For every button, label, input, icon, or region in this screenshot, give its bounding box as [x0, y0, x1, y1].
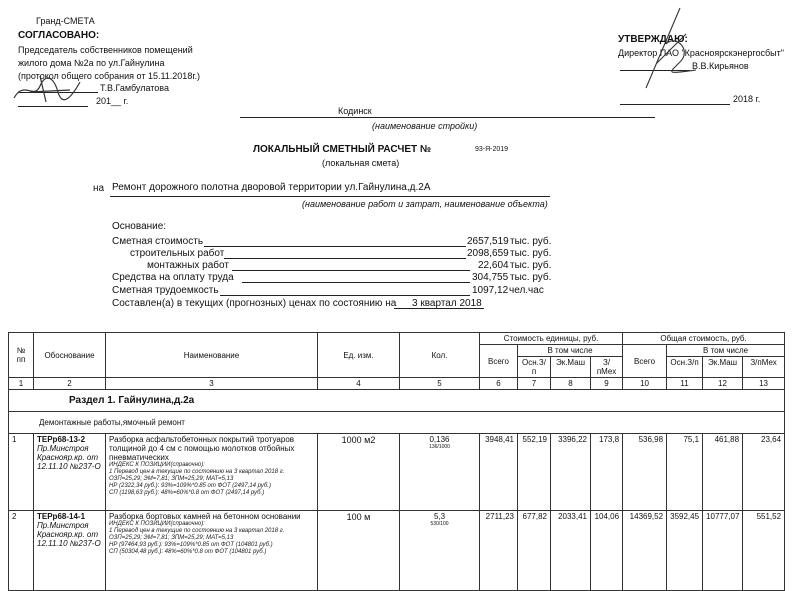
estimate-subtitle: (локальная смета)	[322, 158, 400, 168]
basis-label-1: строительных работ	[130, 248, 225, 259]
agreed-date: 201__ г.	[96, 96, 129, 106]
agreed-signer: Т.В.Гамбулатова	[100, 83, 169, 93]
col-number: 1	[9, 378, 34, 390]
row-u-total: 2711,23	[480, 511, 518, 591]
col-number: 10	[623, 378, 667, 390]
approved-title: УТВЕРЖДАЮ:	[618, 34, 688, 45]
row-qty-note: 530/100	[430, 521, 449, 527]
th-qty: Кол.	[400, 333, 480, 378]
th-total-cost: Общая стоимость, руб.	[623, 333, 785, 345]
row-note: 1 Перевод цен в текущие по состоянию на 3 квартал 2018 г.	[109, 469, 285, 475]
basis-unit-1: тыс. руб.	[510, 248, 552, 259]
approved-line1: Директор ПАО "Красноярскэнергосбыт"	[618, 48, 784, 58]
col-number: 8	[551, 378, 591, 390]
row-t-osn: 75,1	[667, 434, 703, 511]
basis-label-2: монтажных работ	[147, 260, 229, 271]
row-code-note: Пр.Минстроя Краснояр.кр. от 12.11.10 №237-О	[37, 521, 101, 548]
row-qty: 0,136	[429, 435, 450, 444]
approved-date-line	[620, 104, 730, 105]
th-osn: Осн.З/п	[518, 357, 551, 378]
col-number: 13	[743, 378, 785, 390]
row-u-osn: 552,19	[518, 434, 551, 511]
row-t-total: 536,98	[623, 434, 667, 511]
basis-unit-4: чел.час	[509, 285, 544, 296]
row-note: ИНДЕКС К ПОЗИЦИИ(справочно):	[109, 521, 205, 527]
th-unit-cost: Стоимость единицы, руб.	[480, 333, 623, 345]
table-row	[9, 511, 785, 591]
left-signature	[10, 70, 100, 106]
basis-label-4: Сметная трудоемкость	[112, 285, 219, 296]
th-total: Всего	[480, 345, 518, 378]
work-line	[110, 196, 550, 197]
basis-label: Основание:	[112, 221, 167, 232]
row-name: Разборка асфальтобетонных покрытий тротуаров толщиной до 4 см с помощью молотков отбойных пневматических	[109, 435, 295, 462]
row-qty-cell	[400, 511, 480, 591]
basis-underline-1	[224, 258, 466, 259]
agreed-line2: жилого дома №2а по ул.Гайнулина	[18, 58, 165, 68]
col-number: 12	[703, 378, 743, 390]
row-t-total: 14369,52	[623, 511, 667, 591]
col-number: 9	[591, 378, 623, 390]
construction-line	[240, 117, 655, 118]
th-zpmeh: З/пМех	[591, 357, 623, 378]
basis-underline-4	[220, 295, 470, 296]
row-note: 1 Перевод цен в текущие по состоянию на 3 квартал 2018 г.	[109, 528, 285, 534]
estimate-number: 93-Я-2019	[475, 146, 509, 153]
row-name-cell	[106, 511, 318, 591]
row-t-zpmeh: 551,52	[743, 511, 785, 591]
col-number: 2	[34, 378, 106, 390]
construction-caption: (наименование стройки)	[372, 121, 478, 131]
approved-signer: В.В.Кирьянов	[692, 61, 749, 71]
section-title: Раздел 1. Гайнулина,д.2а	[9, 390, 785, 412]
prices-value: 3 квартал 2018	[412, 298, 482, 309]
basis-value-3: 304,755	[472, 272, 509, 283]
row-note: ОЗП=25,29; ЭМ=7,81; ЗПМ=25,29; МАТ=5,13	[109, 535, 234, 541]
row-qty: 5,3	[433, 512, 446, 521]
agreed-line1: Председатель собственников помещений	[18, 45, 193, 55]
col-number: 11	[667, 378, 703, 390]
row-t-mach: 461,88	[703, 434, 743, 511]
estimate-table	[8, 332, 785, 591]
th-zpmeh2: З/пМех	[743, 357, 785, 378]
row-u-zpmeh: 104,06	[591, 511, 623, 591]
th-osn2: Осн.З/п	[667, 357, 703, 378]
th-basis: Обоснование	[34, 333, 106, 378]
row-u-mach: 2033,41	[551, 511, 591, 591]
row-num: 2	[9, 511, 34, 591]
basis-value-0: 2657,519	[467, 236, 509, 247]
th-incl: В том числе	[518, 345, 623, 357]
th-incl2: В том числе	[667, 345, 785, 357]
row-note: НР (97464,93 руб.): 93%=109%*0.85 от ФОТ (104801 руб.)	[109, 542, 273, 548]
basis-label-3: Средства на оплату труда	[112, 272, 234, 283]
th-unit: Ед. изм.	[318, 333, 400, 378]
row-note: НР (2322,34 руб.): 93%=109%*0.85 от ФОТ (2497,14 руб.)	[109, 483, 271, 489]
basis-value-4: 1097,12	[472, 285, 509, 296]
na-label: на	[93, 183, 105, 194]
th-total2: Всего	[623, 345, 667, 378]
agreed-title: СОГЛАСОВАНО:	[18, 30, 100, 41]
basis-unit-2: тыс. руб.	[510, 260, 552, 271]
th-mach2: Эк.Маш	[703, 357, 743, 378]
agreed-line3: (протокол общего собрания от 15.11.2018г.)	[18, 71, 200, 81]
row-t-zpmeh: 23,64	[743, 434, 785, 511]
prices-label: Составлен(а) в текущих (прогнозных) ценах по состоянию на	[112, 298, 397, 309]
basis-unit-3: тыс. руб.	[510, 272, 552, 283]
row-note: ИНДЕКС К ПОЗИЦИИ(справочно):	[109, 462, 205, 468]
row-u-mach: 3396,22	[551, 434, 591, 511]
row-name: Разборка бортовых камней на бетонном основании	[109, 512, 301, 521]
col-number: 4	[318, 378, 400, 390]
basis-label-0: Сметная стоимость	[112, 236, 204, 247]
table-row	[9, 434, 785, 511]
basis-underline-0	[204, 246, 466, 247]
app-name: Гранд-СМЕТА	[36, 16, 95, 26]
row-t-mach: 10777,07	[703, 511, 743, 591]
th-name: Наименование	[106, 333, 318, 378]
row-qty-cell	[400, 434, 480, 511]
row-t-osn: 3592,45	[667, 511, 703, 591]
subsection-title: Демонтажные работы,ямочный ремонт	[9, 412, 785, 434]
row-u-osn: 677,82	[518, 511, 551, 591]
row-unit: 1000 м2	[318, 434, 400, 511]
col-number: 6	[480, 378, 518, 390]
th-num: № пп	[9, 333, 34, 378]
row-num: 1	[9, 434, 34, 511]
row-u-total: 3948,41	[480, 434, 518, 511]
row-qty-note: 136/1000	[429, 444, 450, 450]
approved-date: 2018 г.	[733, 94, 761, 104]
col-number: 5	[400, 378, 480, 390]
work-caption: (наименование работ и затрат, наименование объекта)	[302, 199, 548, 209]
row-u-zpmeh: 173,8	[591, 434, 623, 511]
construction-name: Кодинск	[338, 106, 372, 116]
basis-value-1: 2098,659	[467, 248, 509, 259]
col-numbers-row	[9, 378, 785, 390]
row-code-cell	[34, 511, 106, 591]
basis-value-2: 22,604	[478, 260, 509, 271]
agreed-date-line	[18, 106, 88, 107]
row-unit: 100 м	[318, 511, 400, 591]
col-number: 3	[106, 378, 318, 390]
row-name-cell	[106, 434, 318, 511]
estimate-title: ЛОКАЛЬНЫЙ СМЕТНЫЙ РАСЧЕТ №	[253, 144, 432, 155]
basis-unit-0: тыс. руб.	[510, 236, 552, 247]
row-code: ТЕРр68-13-2	[37, 435, 86, 444]
th-mach: Эк.Маш	[551, 357, 591, 378]
row-code: ТЕРр68-14-1	[37, 512, 86, 521]
basis-underline-3	[242, 282, 470, 283]
col-number: 7	[518, 378, 551, 390]
work-name: Ремонт дорожного полотна дворовой территории ул.Гайнулина,д.2А	[112, 182, 431, 193]
row-note: ОЗП=25,29; ЭМ=7,81; ЗПМ=25,29; МАТ=5,13	[109, 476, 234, 482]
basis-underline-2	[232, 270, 470, 271]
row-note: СП (1198,63 руб.): 48%=60%*0.8 от ФОТ (2497,14 руб.)	[109, 490, 265, 496]
row-code-note: Пр.Минстроя Краснояр.кр. от 12.11.10 №237-О	[37, 444, 101, 471]
right-signature	[636, 4, 716, 94]
row-code-cell	[34, 434, 106, 511]
row-note: СП (50304,48 руб.): 48%=60%*0.8 от ФОТ (104801 руб.)	[109, 549, 267, 555]
